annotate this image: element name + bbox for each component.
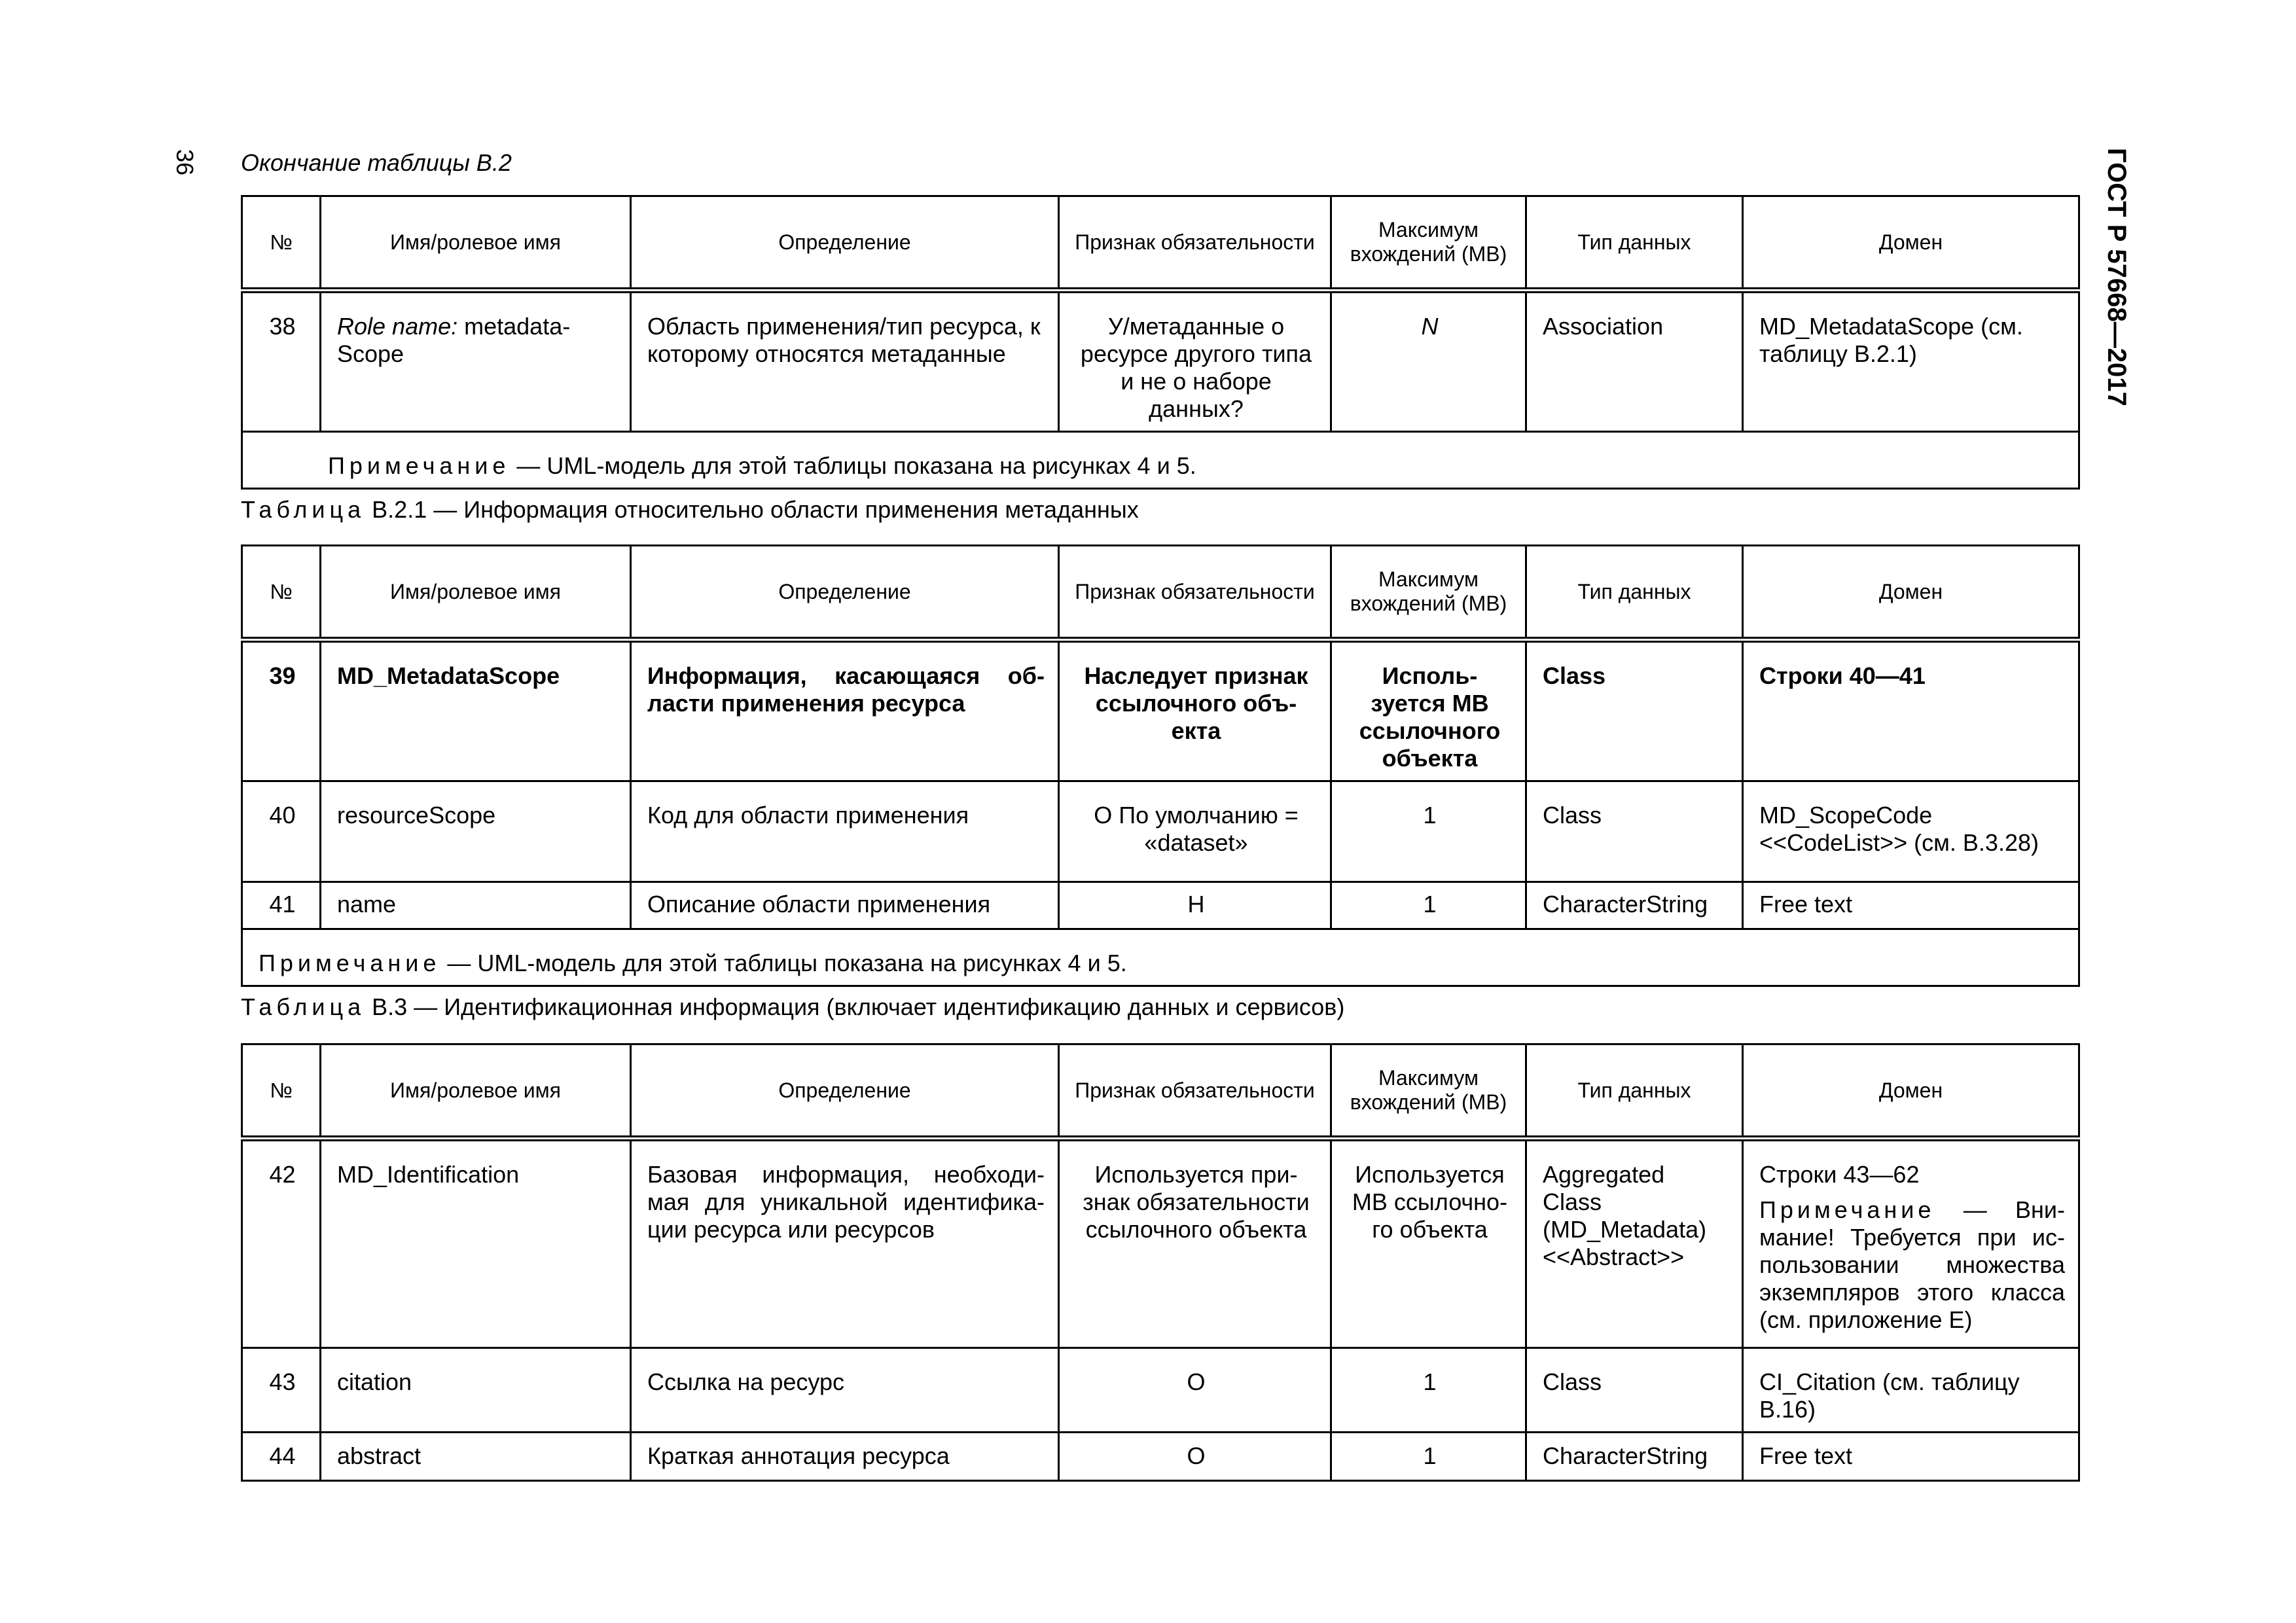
cell-definition: Информация, касающаяся об-ласти применения ресурса (631, 640, 1059, 781)
cell-domain: MD_ScopeCode <<CodeList>> (см. B.3.28) (1743, 781, 2079, 882)
cell-type: CharacterString (1526, 1433, 1743, 1481)
cell-name: resourceScope (321, 781, 631, 882)
cell-max: 1 (1331, 1433, 1526, 1481)
cell-domain: CI_Citation (см. таблицу B.16) (1743, 1348, 2079, 1433)
cell-no: 38 (242, 291, 321, 432)
table-b21-caption (241, 496, 1139, 524)
cell-name (321, 291, 631, 432)
caption-text: B.2.1 — Информация относительно области применения метаданных (365, 496, 1139, 523)
header-obligation: Признак обязательности (1059, 546, 1331, 640)
cell-domain: MD_MetadataScope (см. таблицу B.2.1) (1743, 291, 2079, 432)
table-row (242, 882, 2079, 929)
header-definition: Определение (631, 1044, 1059, 1139)
header-max-occurrence: Максимум вхождений (МВ) (1331, 196, 1526, 291)
cell-definition: Краткая аннотация ресурса (631, 1433, 1059, 1481)
cell-domain: Free text (1743, 882, 2079, 929)
cell-name: citation (321, 1348, 631, 1433)
cell-name: MD_Identification (321, 1139, 631, 1348)
cell-domain-rows: Строки 43—62 (1759, 1161, 1920, 1188)
cell-type: Association (1526, 291, 1743, 432)
caption-text: B.3 — Идентификационная информация (включает идентификацию данных и сервисов) (365, 993, 1345, 1020)
cell-max: 1 (1331, 882, 1526, 929)
table-b21 (241, 544, 2080, 987)
header-no: № (242, 546, 321, 640)
table-row (242, 781, 2079, 882)
cell-type: Class (1526, 640, 1743, 781)
table-b3 (241, 1043, 2080, 1482)
table-b3-caption (241, 993, 1344, 1021)
cell-obligation: O (1059, 1433, 1331, 1481)
table-row (242, 1348, 2079, 1433)
header-data-type: Тип данных (1526, 1044, 1743, 1139)
header-name: Имя/ролевое имя (321, 546, 631, 640)
cell-no: 40 (242, 781, 321, 882)
cell-max: N (1331, 291, 1526, 432)
cell-domain: Free text (1743, 1433, 2079, 1481)
domain-note-label: Примечание (1759, 1196, 1935, 1223)
table-header-row (242, 546, 2079, 640)
cell-name: MD_MetadataScope (321, 640, 631, 781)
cell-no: 39 (242, 640, 321, 781)
cell-obligation: Н (1059, 882, 1331, 929)
table-row (242, 291, 2079, 432)
cell-domain (1743, 1139, 2079, 1348)
table-header-row (242, 1044, 2079, 1139)
note-row (242, 929, 2079, 986)
cell-no: 41 (242, 882, 321, 929)
cell-type: Class (1526, 781, 1743, 882)
cell-max: 1 (1331, 1348, 1526, 1433)
table-header-row (242, 196, 2079, 291)
domain-note-text: — Вни-мание! Требуется при ис-пользовании множества экземпляров этого класса (см. приложение E) (1759, 1196, 2065, 1333)
header-data-type: Тип данных (1526, 546, 1743, 640)
standard-code: ГОСТ Р 57668—2017 (2102, 148, 2131, 406)
cell-definition: Ссылка на ресурс (631, 1348, 1059, 1433)
table-note (242, 432, 2079, 489)
cell-obligation: O (1059, 1348, 1331, 1433)
cell-obligation: Наследует признак ссылочного объ-екта (1059, 640, 1331, 781)
domain-note (1759, 1196, 2065, 1334)
header-definition: Определение (631, 196, 1059, 291)
cell-definition: Базовая информация, необходи-мая для уникальной идентифика-ции ресурса или ресурсов (631, 1139, 1059, 1348)
header-data-type: Тип данных (1526, 196, 1743, 291)
cell-max: Исполь-зуется МВ ссылочного объекта (1331, 640, 1526, 781)
header-domain: Домен (1743, 546, 2079, 640)
note-label: Примечание (328, 452, 511, 479)
caption-label: Таблица (241, 496, 366, 523)
cell-definition: Область применения/тип ресурса, к которому относятся метаданные (631, 291, 1059, 432)
page-number: 36 (171, 149, 198, 176)
cell-name-value: metadata-Scope (337, 313, 571, 367)
header-name: Имя/ролевое имя (321, 1044, 631, 1139)
caption-label: Таблица (241, 993, 366, 1020)
cell-type: Class (1526, 1348, 1743, 1433)
cell-max: 1 (1331, 781, 1526, 882)
table-note (242, 929, 2079, 986)
cell-no: 43 (242, 1348, 321, 1433)
header-domain: Домен (1743, 196, 2079, 291)
header-no: № (242, 196, 321, 291)
cell-obligation: У/метаданные о ресурсе другого типа и не о наборе данных? (1059, 291, 1331, 432)
header-obligation: Признак обязательности (1059, 196, 1331, 291)
cell-obligation: Используется при-знак обязательности ссылочного объекта (1059, 1139, 1331, 1348)
header-no: № (242, 1044, 321, 1139)
cell-no: 42 (242, 1139, 321, 1348)
header-definition: Определение (631, 546, 1059, 640)
cell-type: Aggregated Class (MD_Metadata) <<Abstract>> (1526, 1139, 1743, 1348)
note-text: — UML-модель для этой таблицы показана на рисунках 4 и 5. (440, 950, 1127, 976)
table-row (242, 1433, 2079, 1481)
table-row (242, 640, 2079, 781)
header-max-occurrence: Максимум вхождений (МВ) (1331, 546, 1526, 640)
table-b2 (241, 195, 2080, 490)
cell-no: 44 (242, 1433, 321, 1481)
role-name-label: Role name: (337, 313, 458, 340)
header-name: Имя/ролевое имя (321, 196, 631, 291)
header-domain: Домен (1743, 1044, 2079, 1139)
cell-definition: Код для области применения (631, 781, 1059, 882)
cell-definition: Описание области применения (631, 882, 1059, 929)
cell-type: CharacterString (1526, 882, 1743, 929)
cell-max: Используется МВ ссылочно-го объекта (1331, 1139, 1526, 1348)
cell-name: name (321, 882, 631, 929)
header-max-occurrence: Максимум вхождений (МВ) (1331, 1044, 1526, 1139)
cell-domain: Строки 40—41 (1743, 640, 2079, 781)
note-text: — UML-модель для этой таблицы показана на рисунках 4 и 5. (510, 452, 1196, 479)
cell-name: abstract (321, 1433, 631, 1481)
continuation-title: Окончание таблицы B.2 (241, 149, 512, 176)
note-label: Примечание (259, 950, 441, 976)
note-row (242, 432, 2079, 489)
cell-obligation: O По умолчанию = «dataset» (1059, 781, 1331, 882)
table-row (242, 1139, 2079, 1348)
header-obligation: Признак обязательности (1059, 1044, 1331, 1139)
